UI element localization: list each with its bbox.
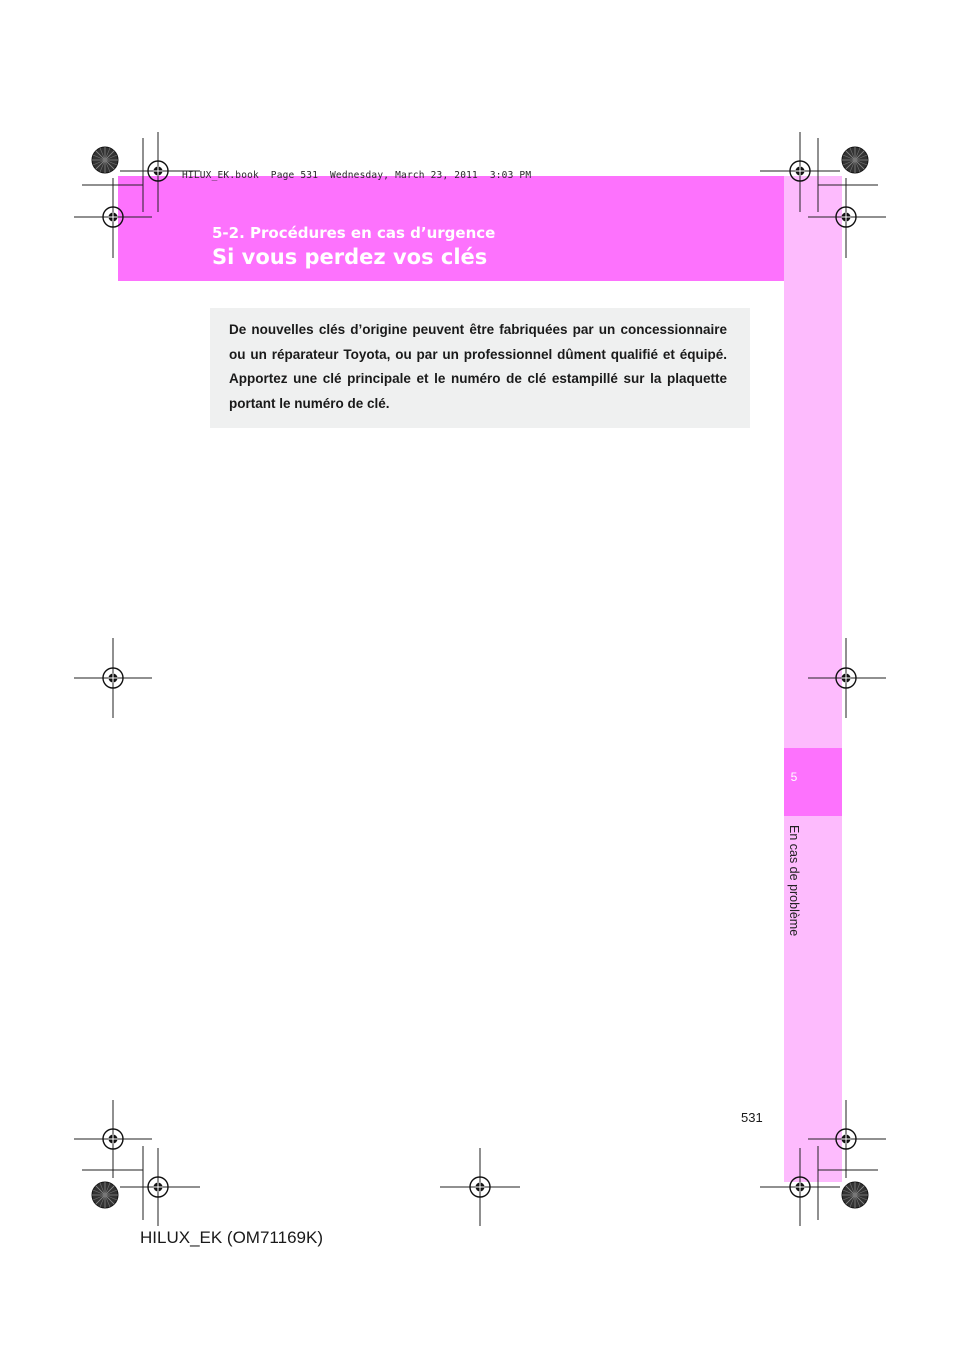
color-target-icon — [92, 147, 868, 1208]
registration-mark-icon — [74, 132, 886, 1226]
chapter-label: En cas de problème — [787, 825, 801, 937]
chapter-number: 5 — [790, 770, 798, 784]
book-stamp: HILUX_EK.book Page 531 Wednesday, March 23, 2011 3:03 PM — [182, 170, 532, 181]
page-title: Si vous perdez vos clés — [212, 245, 488, 269]
page-number: 531 — [741, 1110, 763, 1125]
crop-mark-icon — [82, 138, 878, 1220]
model-code: HILUX_EK (OM71169K) — [140, 1228, 323, 1247]
section-title: 5-2. Procédures en cas d’urgence — [212, 224, 496, 242]
info-text: De nouvelles clés d’origine peuvent être fabriquées par un concessionnaire ou un réparateur Toyota, ou par un professionnel dûment qualifié et équipé. Apportez une clé principale et le numéro de clé estampillé sur la plaquette portant le numéro de clé. — [229, 322, 727, 411]
